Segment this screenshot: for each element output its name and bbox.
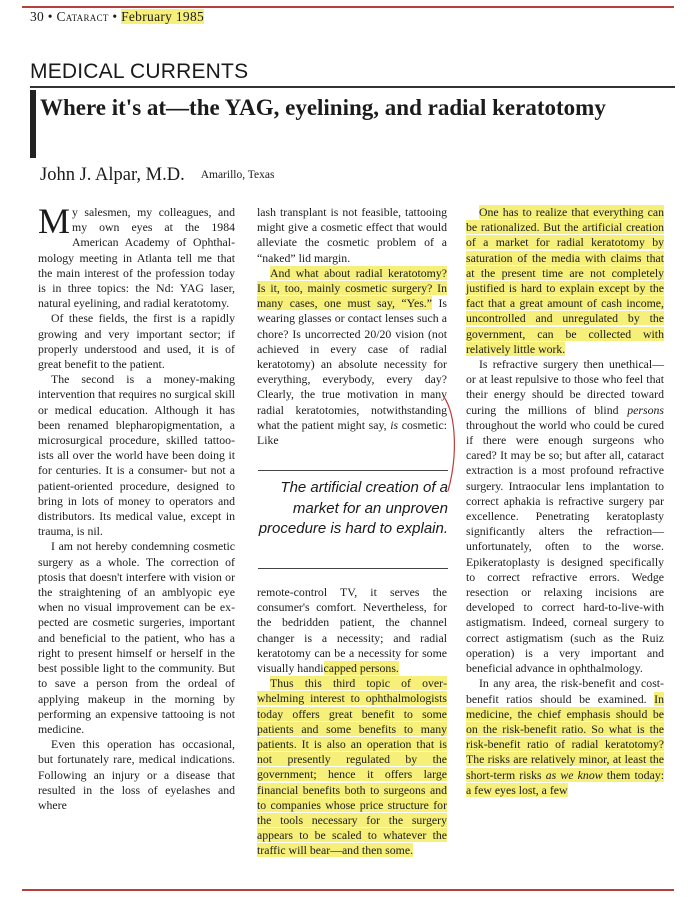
paragraph-text: y salesmen, my colleagues, and my own eyes at the 1984 American Academy of Ophthalmology meeting in Atlanta tell me that the main interest of the profession today is in three topics: the Nd: YAG laser, natural eyelining, and radial keratotomy. (38, 205, 235, 311)
paragraph-text: Is refractive surgery then unethical—or at least repulsive to those who feel that their energy should be directed toward curing the millions of blind (466, 357, 664, 417)
column-1 (38, 201, 235, 813)
drop-cap: M (38, 201, 71, 241)
paragraph (466, 676, 664, 798)
paragraph-text: throughout the world who could be cured if there were enough surgeons who cared? It may be so; but after all, cataract extraction is a most profound refractive surgery. Intraocular lens implantation to correct aphakia is refractive surgery par excellence. Penetrating keratoplasty significantly alters the refraction—unfortunately, often to the worse. Epikeratoplasty is designed specifically to correct refractive errors. Wedge resection or relaxing incisions are developed to correct hard-to-live-with astigmatism. Indeed, corneal surgery to correct astigmatism (such as the Ruiz operation) is a very important and beneficial advance in ophthalmology. (466, 417, 664, 676)
column-2-bottom (257, 585, 447, 859)
highlighted-text-part: them today: a few eyes lost, a few (466, 767, 664, 797)
paragraph (257, 266, 447, 448)
paragraph: The second is a money-making intervention that requires no surgical skill or medical education. Although it has been renamed blepharopigmentation, a microsurgical procedure, skilled tattooists all over the world have been doing it for centuries. It is a consumer- but not a patient-oriented procedure, designed to bring in lots of money to operators and distributors. Its medical value, except in trauma, is nil. (38, 372, 235, 539)
author-name: John J. Alpar, M.D. (40, 165, 185, 185)
top-rule (22, 6, 674, 8)
section-title: MEDICAL CURRENTS (30, 60, 249, 83)
bullet-separator: • (47, 9, 57, 24)
pull-quote: The artificial creation of a market for an unproven procedure is hard to explain. (258, 479, 448, 537)
publication-name: Cataract (56, 9, 109, 24)
highlighted-text: capped persons. (323, 661, 399, 676)
section-rule (30, 86, 675, 88)
column-3 (466, 205, 664, 798)
paragraph: lash transplant is not feasible, tattooing might give a cosmetic effect that would alleviate the cosmetic problem of a “naked” lid margin. (257, 205, 447, 265)
running-header (30, 9, 204, 25)
page-number: 30 (30, 9, 45, 24)
bottom-rule (22, 889, 674, 891)
highlighted-text: And what about radial keratotomy? Is it, too, mainly cosmetic surgery? In many cases, one must say, “Yes.” (257, 265, 447, 311)
bullet-separator: • (112, 9, 122, 24)
paragraph: I am not hereby condemning cosmetic surgery as a whole. The correction of ptosis that doesn't interfere with vision or the straightening of an amblyopic eye when no visual improvement can be expected are cosmetic surgeries, important and beneficial to the patient, who has a right to present himself or herself in the best possible light to the community. But to save a person from the ordeal of applying makeup in the morning by performing an expensive tattooing is not medicine. (38, 539, 235, 736)
title-bar (30, 90, 36, 158)
highlighted-text: One has to realize that everything can be rationalized. But the artificial creation of a market for radial keratotomy by saturation of the media with claims that at the present time are not completely justified is hard to explain except by the fact that a great amount of cash income, uncontrolled and unregulated by the government, can be collected with relatively little work. (466, 205, 664, 356)
paragraph (257, 585, 447, 676)
paragraph (466, 357, 664, 676)
author-location: Amarillo, Texas (200, 169, 275, 181)
paragraph-text: In any area, the risk-benefit and cost-benefit ratios should be examined. (466, 676, 664, 706)
pull-quote-rule-top (258, 470, 448, 471)
article-title: Where it's at—the YAG, eyelining, and radial keratotomy (40, 95, 606, 120)
pull-quote-rule-bottom (258, 568, 448, 569)
highlighted-text-part: In medicine, the chief emphasis should be on the risk-benefit ratio. So what is the risk-benefit ratio of radial keratotomy? The risks are relatively minor, at least the short-term risks (466, 691, 664, 782)
paragraph (257, 676, 447, 858)
paragraph: Of these fields, the first is a rapidly growing and very important sector; if properly understood and used, it is of great benefit to the patient. (38, 311, 235, 372)
emphasis-text: as we know (545, 767, 603, 782)
byline (40, 165, 274, 186)
paragraph-text: remote-control TV, it serves the consumer's comfort. Nevertheless, for the bedridden patient, the channel changer is a necessity; and radial keratotomy can be a necessity for some visually handi (257, 585, 447, 676)
paragraph-text: Is wearing glasses or contact lenses such a chore? Is uncorrected 20/20 vision (not achieved in every case of radial keratotomy) an absolute necessity for everything, everybody, every day? Clearly, the true motivation in many radial keratotomies, notwithstanding what the patient might say, (257, 296, 448, 432)
paragraph (38, 201, 235, 311)
paragraph (466, 205, 664, 357)
highlighted-text (466, 692, 664, 797)
emphasis-text: is (390, 417, 399, 432)
highlighted-text: Thus this third topic of overwhelming interest to ophthalmologists today offers great benefit to some patients and some benefits to many patients. It is also an operation that is not presently regulated by the government; hence it offers large financial benefits both to surgeons and to companies whose price structure for the tools necessary for the surgery appears to be scaled to whatever the traffic will bear—and then some. (257, 676, 447, 858)
emphasis-text: persons (627, 402, 664, 417)
column-2-top (257, 205, 447, 448)
paragraph: Even this operation has occasional, but fortunately rare, medical indications. Following an injury or a disease that resulted in the loss of eyelashes and where (38, 737, 235, 812)
issue-date: February 1985 (121, 9, 205, 24)
paragraph-text: cosmetic: Like (257, 417, 447, 448)
